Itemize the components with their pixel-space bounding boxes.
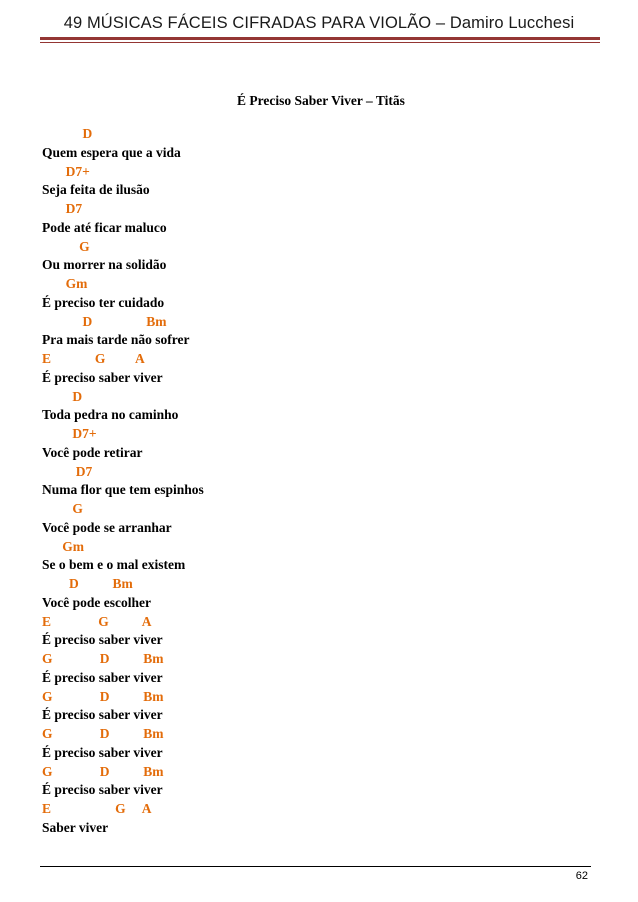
- lyric-line: É preciso saber viver: [42, 669, 163, 685]
- lyric-line: É preciso ter cuidado: [42, 294, 165, 310]
- chord-line: G: [42, 501, 83, 516]
- chord-line: D7+: [42, 426, 97, 441]
- page-number: 62: [575, 870, 588, 882]
- chord-line: G D Bm: [42, 763, 164, 779]
- footer-rule: [40, 866, 591, 867]
- chord-line: D: [42, 388, 83, 404]
- lyric-line: Pra mais tarde não sofrer: [42, 332, 190, 348]
- lyric-line: É preciso saber viver: [42, 707, 163, 723]
- lyric-line: Ou morrer na solidão: [42, 257, 167, 273]
- chord-line: G: [42, 238, 90, 254]
- lyric-line: É preciso saber viver: [42, 782, 163, 798]
- lyric-line: Se o bem e o mal existem: [42, 557, 186, 573]
- chord-line: D7: [42, 201, 83, 216]
- chord-line: E G A: [42, 801, 152, 816]
- chord-line: G D Bm: [42, 726, 164, 741]
- song-title: [0, 93, 638, 109]
- song-title-text: É Preciso Saber Viver – Titãs: [237, 93, 405, 108]
- lyric-line: É preciso saber viver: [42, 369, 163, 385]
- chord-line: E G A: [42, 613, 152, 629]
- lyric-line: Você pode se arranhar: [42, 519, 172, 535]
- chord-line: D Bm: [42, 313, 167, 329]
- chord-line: G D Bm: [42, 651, 164, 666]
- chord-line: G D Bm: [42, 688, 164, 704]
- chord-line: D Bm: [42, 576, 133, 591]
- header-rule-thick: [40, 37, 600, 40]
- song-body: [42, 125, 204, 838]
- lyric-line: Você pode retirar: [42, 444, 143, 460]
- lyric-line: Seja feita de ilusão: [42, 182, 150, 198]
- lyric-line: É preciso saber viver: [42, 632, 163, 648]
- lyric-line: É preciso saber viver: [42, 744, 163, 760]
- chord-line: Gm: [42, 276, 88, 291]
- header-title: 49 MÚSICAS FÁCEIS CIFRADAS PARA VIOLÃO – Damiro Lucchesi: [63, 14, 575, 32]
- chord-line: D7: [42, 463, 93, 479]
- chord-line: D: [42, 126, 93, 141]
- lyric-line: Pode até ficar maluco: [42, 219, 167, 235]
- chord-line: E G A: [42, 351, 145, 366]
- lyric-line: Toda pedra no caminho: [42, 407, 179, 423]
- lyric-line: Saber viver: [42, 819, 109, 835]
- lyric-line: Quem espera que a vida: [42, 144, 181, 160]
- chord-line: Gm: [42, 538, 84, 554]
- lyric-line: Você pode escolher: [42, 594, 151, 610]
- header-rule-thin: [40, 42, 600, 43]
- lyric-line: Numa flor que tem espinhos: [42, 482, 204, 498]
- chord-line: D7+: [42, 163, 90, 179]
